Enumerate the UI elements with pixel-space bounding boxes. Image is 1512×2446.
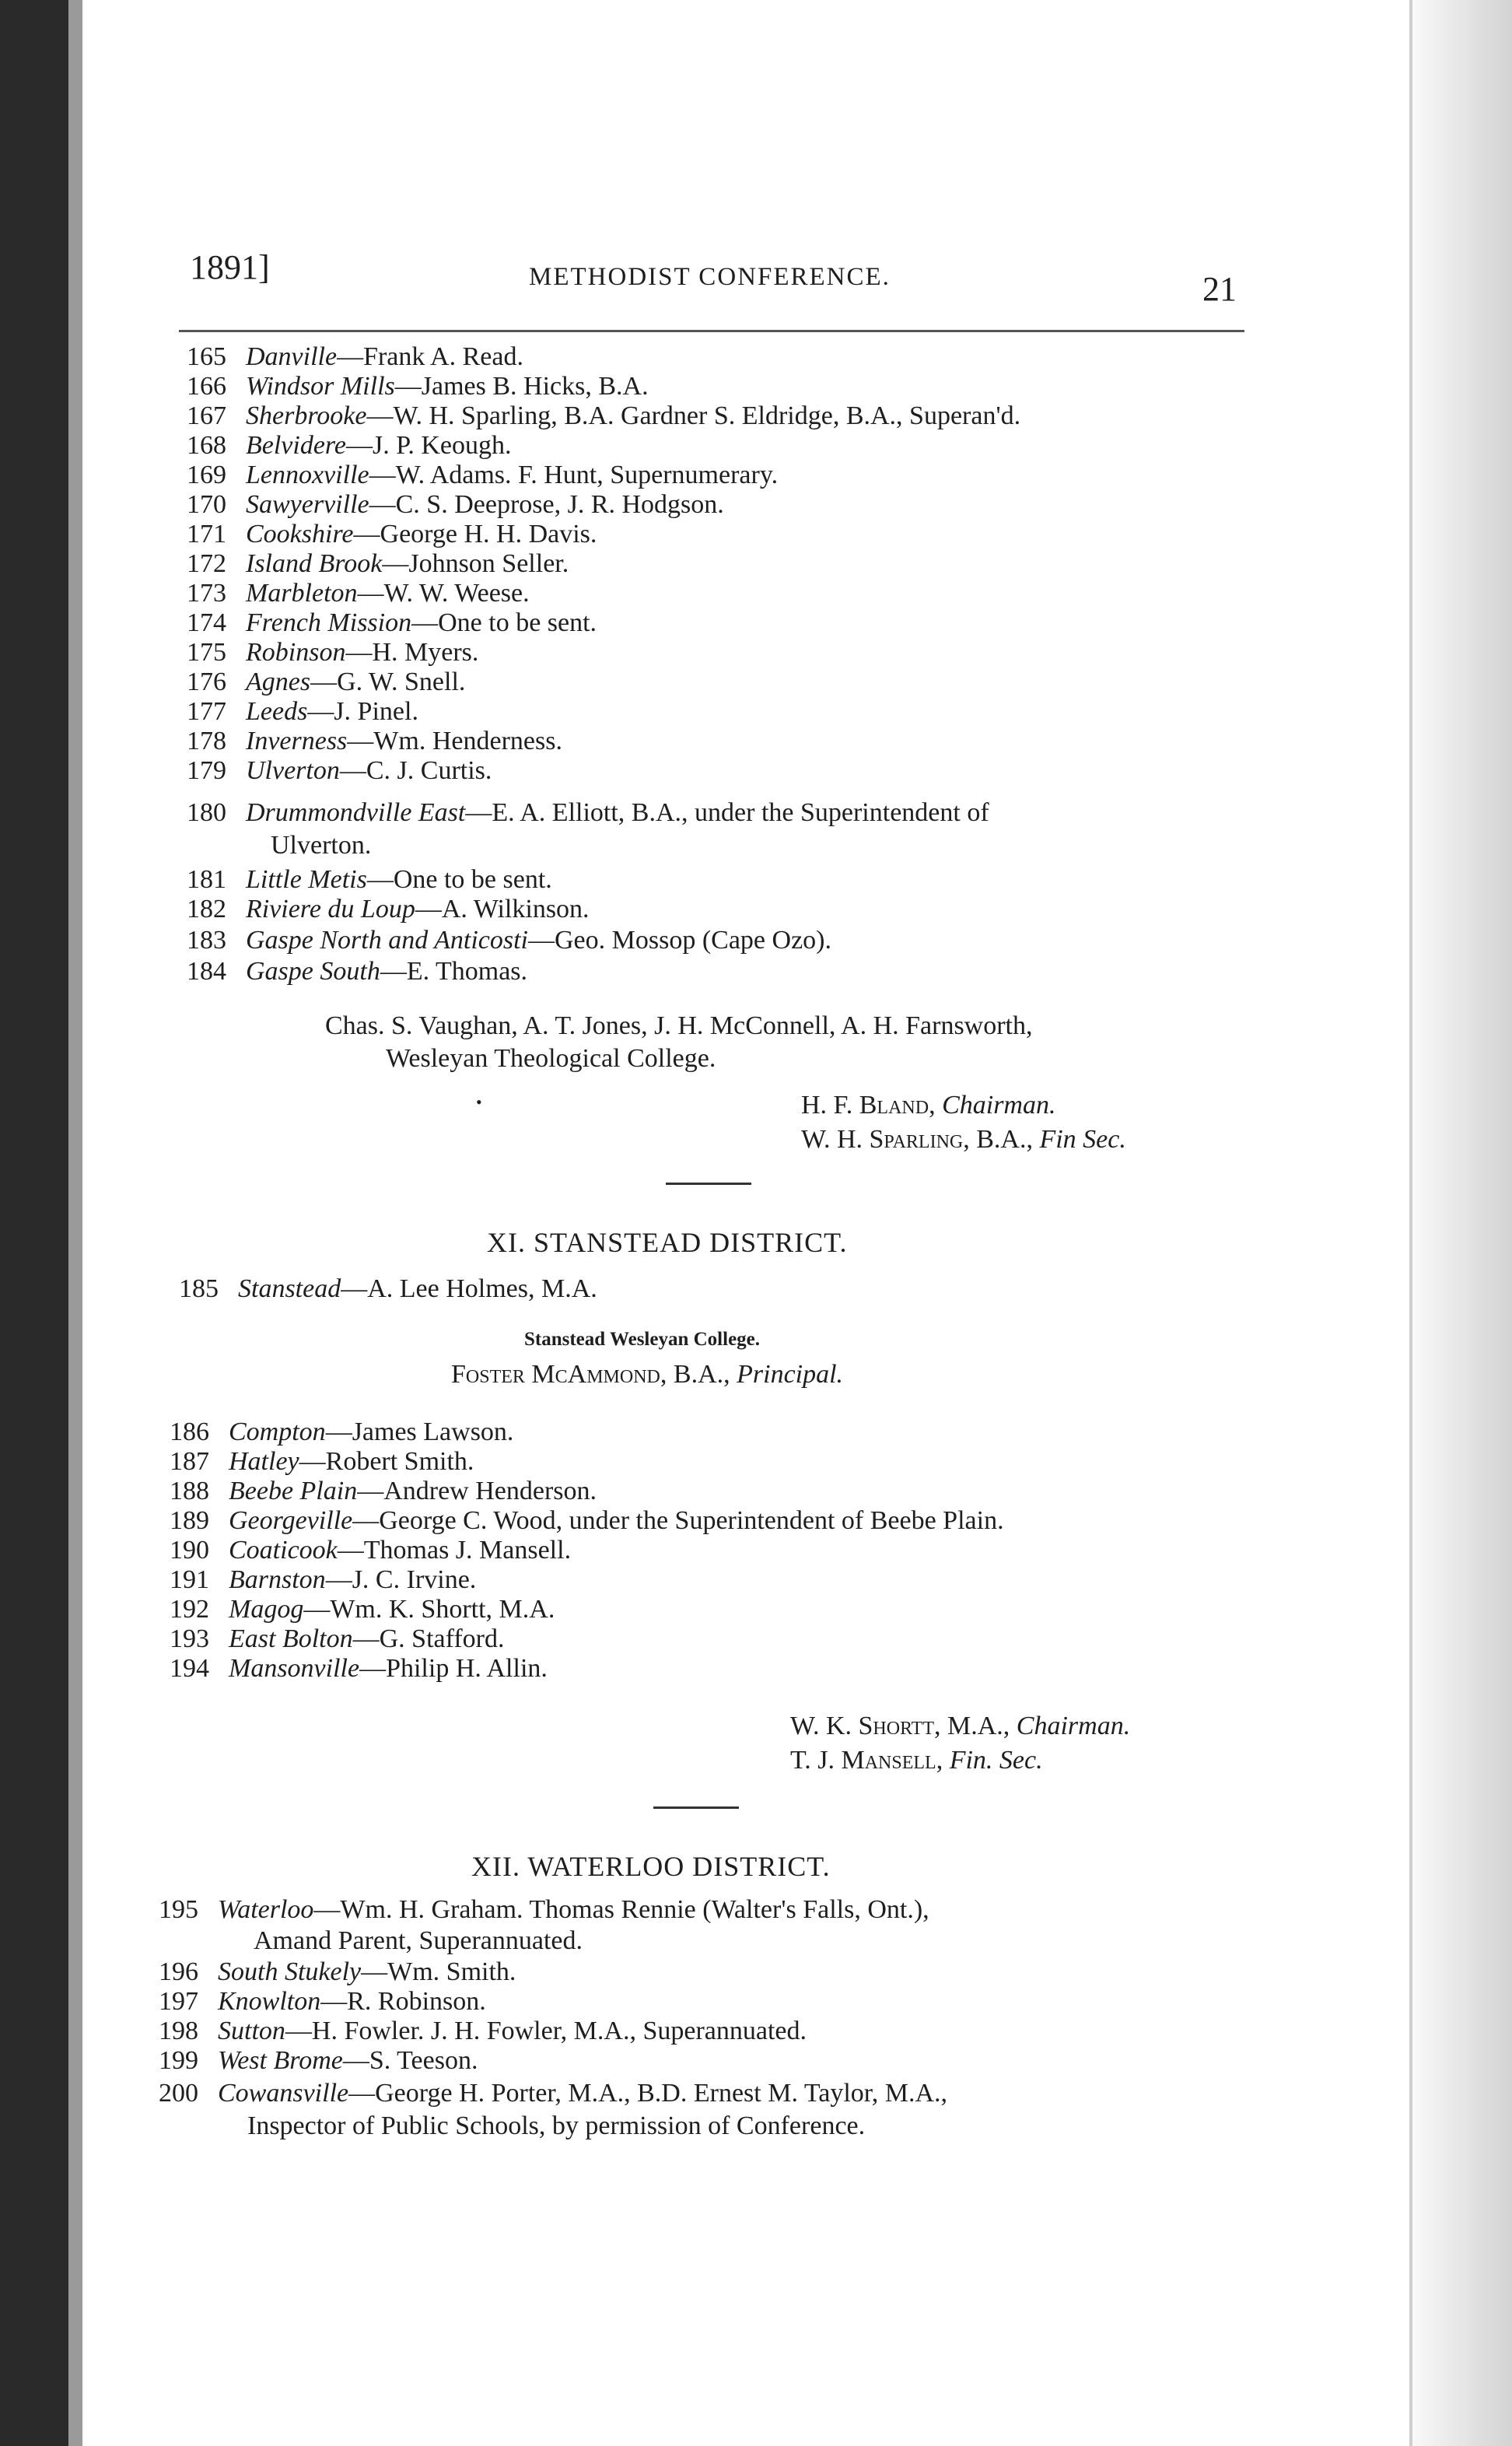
entry-185: 185 Stanstead—A. Lee Holmes, M.A. xyxy=(179,1274,597,1303)
entry-181: 181 Little Metis—One to be sent. xyxy=(187,865,552,894)
scan-right-edge xyxy=(1411,0,1512,2446)
entry-172: 172 Island Brook—Johnson Seller. xyxy=(187,549,569,578)
college-heading: Stanstead Wesleyan College. xyxy=(524,1329,761,1350)
entry-180: 180 Drummondville East—E. A. Elliott, B.A., under the Superintendent of xyxy=(187,798,989,827)
entry-167: 167 Sherbrooke—W. H. Sparling, B.A. Gardner S. Eldridge, B.A., Superan'd. xyxy=(187,401,1021,430)
entry-190: 190 Coaticook—Thomas J. Mansell. xyxy=(170,1536,572,1565)
entry-196: 196 South Stukely—Wm. Smith. xyxy=(159,1957,516,1986)
document-page xyxy=(156,233,1244,2140)
students-line-1: Chas. S. Vaughan, A. T. Jones, J. H. McConnell, A. H. Farnsworth, xyxy=(325,1011,1033,1040)
entry-173: 173 Marbleton—W. W. Weese. xyxy=(187,579,530,608)
entry-194: 194 Mansonville—Philip H. Allin. xyxy=(170,1654,548,1683)
scan-right-fold xyxy=(1409,0,1412,2446)
page-header xyxy=(156,233,1244,308)
entry-176: 176 Agnes—G. W. Snell. xyxy=(187,668,466,696)
entry-177: 177 Leeds—J. Pinel. xyxy=(187,697,418,726)
entry-191: 191 Barnston—J. C. Irvine. xyxy=(170,1565,477,1594)
entry-178: 178 Inverness—Wm. Henderness. xyxy=(187,727,562,755)
stray-mark: • xyxy=(476,1092,482,1112)
entry-197: 197 Knowlton—R. Robinson. xyxy=(159,1987,486,2016)
entry-166: 166 Windsor Mills—James B. Hicks, B.A. xyxy=(187,372,649,401)
section-divider xyxy=(653,1806,739,1809)
entry-195-continuation: Amand Parent, Superannuated. xyxy=(254,1926,583,1955)
entry-184: 184 Gaspe South—E. Thomas. xyxy=(187,957,528,986)
entry-186: 186 Compton—James Lawson. xyxy=(170,1417,514,1446)
entry-199: 199 West Brome—S. Teeson. xyxy=(159,2046,478,2075)
entry-180-continuation: Ulverton. xyxy=(271,831,372,860)
entry-182: 182 Riviere du Loup—A. Wilkinson. xyxy=(187,895,590,923)
entry-183: 183 Gaspe North and Anticosti—Geo. Mossop (Cape Ozo). xyxy=(187,926,831,955)
entry-165: 165 Danville—Frank A. Read. xyxy=(187,342,523,371)
chairman-signature-10: H. F. Bland, Chairman. xyxy=(801,1091,1056,1120)
scan-left-edge xyxy=(0,0,68,2446)
entry-171: 171 Cookshire—George H. H. Davis. xyxy=(187,520,597,548)
header-title: METHODIST CONFERENCE. xyxy=(529,263,891,291)
entry-198: 198 Sutton—H. Fowler. J. H. Fowler, M.A., Superannuated. xyxy=(159,2017,807,2045)
entry-175: 175 Robinson—H. Myers. xyxy=(187,638,479,667)
entry-179: 179 Ulverton—C. J. Curtis. xyxy=(187,756,492,785)
entry-192: 192 Magog—Wm. K. Shortt, M.A. xyxy=(170,1595,555,1624)
students-line-2: Wesleyan Theological College. xyxy=(386,1044,716,1073)
entry-193: 193 East Bolton—G. Stafford. xyxy=(170,1624,505,1653)
header-rule xyxy=(179,330,1244,332)
district-heading-xii: XII. WATERLOO DISTRICT. xyxy=(471,1851,831,1882)
chairman-signature-11: W. K. Shortt, M.A., Chairman. xyxy=(790,1712,1131,1740)
entry-168: 168 Belvidere—J. P. Keough. xyxy=(187,431,512,460)
entry-169: 169 Lennoxville—W. Adams. F. Hunt, Supernumerary. xyxy=(187,461,779,489)
entry-195: 195 Waterloo—Wm. H. Graham. Thomas Rennie (Walter's Falls, Ont.), xyxy=(159,1895,929,1924)
entry-174: 174 French Mission—One to be sent. xyxy=(187,608,597,637)
entry-188: 188 Beebe Plain—Andrew Henderson. xyxy=(170,1477,597,1505)
entry-200: 200 Cowansville—George H. Porter, M.A., B.D. Ernest M. Taylor, M.A., xyxy=(159,2079,948,2108)
entry-187: 187 Hatley—Robert Smith. xyxy=(170,1447,474,1476)
entry-200-continuation: Inspector of Public Schools, by permission of Conference. xyxy=(247,2111,866,2140)
scan-left-shadow xyxy=(68,0,82,2446)
district-heading-xi: XI. STANSTEAD DISTRICT. xyxy=(487,1227,848,1258)
college-principal: Foster McAmmond, B.A., Principal. xyxy=(451,1360,844,1389)
page-number: 21 xyxy=(1202,270,1237,308)
section-divider xyxy=(666,1183,751,1185)
header-year: 1891] xyxy=(190,248,270,286)
secretary-signature-10: W. H. Sparling, B.A., Fin Sec. xyxy=(801,1125,1126,1154)
entry-170: 170 Sawyerville—C. S. Deeprose, J. R. Hodgson. xyxy=(187,490,724,519)
secretary-signature-11: T. J. Mansell, Fin. Sec. xyxy=(790,1746,1043,1775)
entry-189: 189 Georgeville—George C. Wood, under the Superintendent of Beebe Plain. xyxy=(170,1506,1004,1535)
